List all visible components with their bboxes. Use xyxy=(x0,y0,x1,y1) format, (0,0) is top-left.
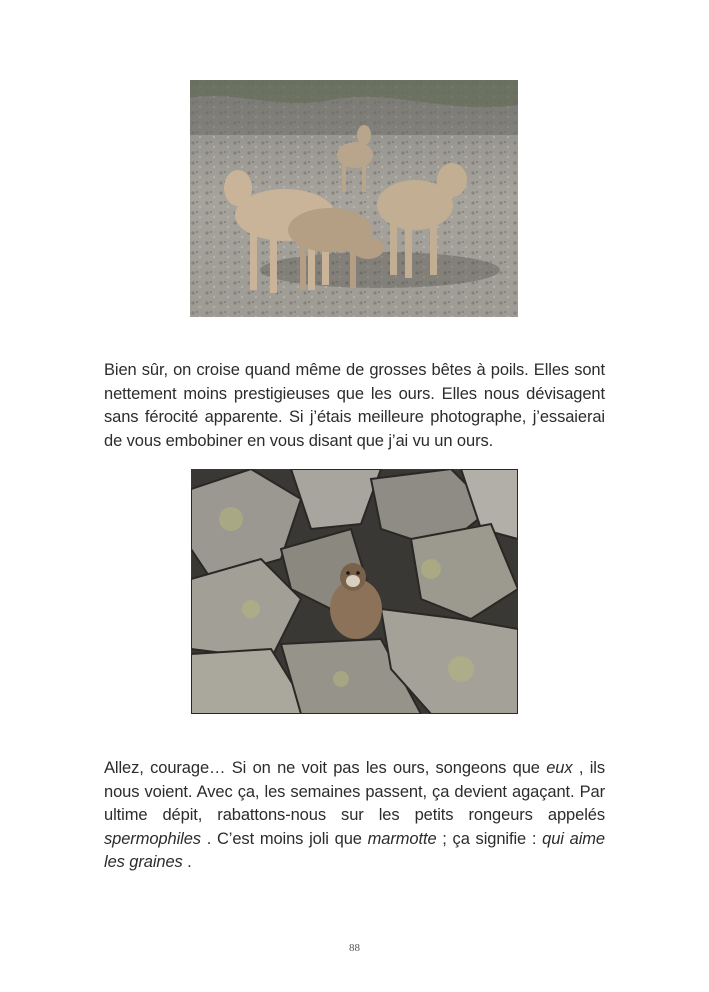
italic-word: eux xyxy=(546,759,573,777)
paragraph-two-text: , ils nous voient. Avec ça, les semaines passent, ça devient agaçant. Par ultime dépit, rabattons-nous sur les petits rongeurs appelés xyxy=(104,759,605,825)
marmot-photo xyxy=(191,469,518,714)
paragraph-two xyxy=(104,757,605,875)
paragraph-two-text: . xyxy=(182,853,192,872)
italic-word: spermophiles xyxy=(104,829,201,848)
paragraph-two-text: . C’est moins joli que xyxy=(200,829,368,848)
italic-word: marmotte xyxy=(367,829,437,848)
paragraph-two-text: ; ça signifie : xyxy=(436,829,543,848)
page-number: 88 xyxy=(349,942,360,954)
paragraph-two-text: Allez, courage… Si on ne voit pas les ours, songeons que xyxy=(104,759,547,777)
bighorn-sheep-photo xyxy=(190,80,518,317)
paragraph-one: Bien sûr, on croise quand même de grosses bêtes à poils. Elles sont nettement moins prestigieuses que les ours. Elles nous dévisagent sans férocité apparente. Si j’étais meilleure photographe, j’essaierai de vous embobiner en vous disant que j’ai vu un ours. xyxy=(104,361,605,450)
italic-phrase: qui aime les graines xyxy=(104,829,605,872)
